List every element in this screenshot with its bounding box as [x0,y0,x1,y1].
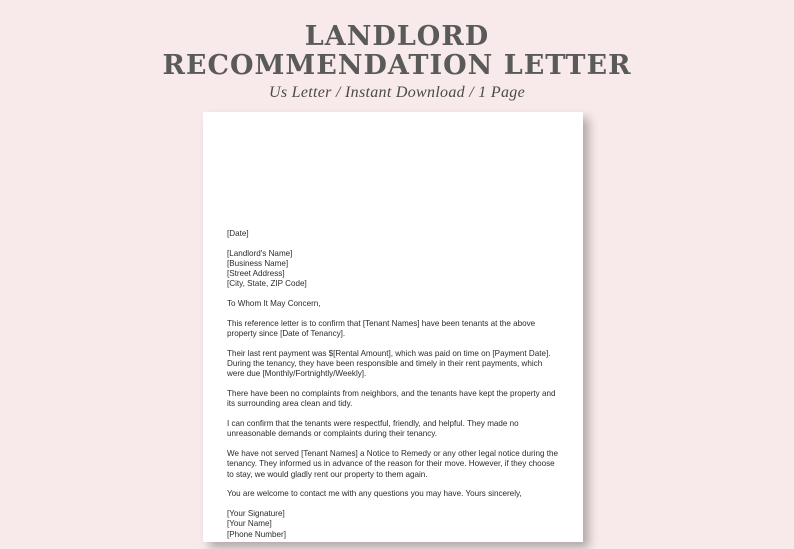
recipient-street: [Street Address] [227,269,285,279]
title-line-2: RECOMMENDATION LETTER [162,50,632,81]
header [0,22,794,102]
signature-phone: [Phone Number] [227,529,286,539]
recipient-business: [Business Name] [227,259,289,268]
salutation: To Whom It May Concern, [227,299,321,309]
letter-body [227,229,559,549]
signature-block [227,509,559,540]
signature-name: [Your Name] [227,519,272,529]
paragraph-conduct: I can confirm that the tenants were respectful, friendly, and helpful. They made no unreasonable demands or complaints during their tenancy. [227,419,519,439]
letter-page [203,112,583,542]
title-line-1: LANDLORD [304,21,490,52]
recipient-city: [City, State, ZIP Code] [227,279,307,289]
paragraph-rent: Their last rent payment was $[Rental Amount], which was paid on time on [Payment Date]. During the tenancy, they have been responsible and timely in their rent payments, which were due [Monthly/Fortnightly/Weekly]. [227,349,551,379]
paragraph-neighbors: There have been no complaints from neighbors, and the tenants have kept the property and its surrounding area clean and tidy. [227,389,556,409]
recipient-name: [Landlord's Name] [227,248,293,258]
signature-line: [Your Signature] [227,509,285,519]
letter-date: [Date] [227,229,249,238]
subtitle: Us Letter / Instant Download / 1 Page [269,84,525,101]
paragraph-closing: You are welcome to contact me with any questions you may have. Yours sincerely, [227,489,522,499]
paragraph-notice: We have not served [Tenant Names] a Notice to Remedy or any other legal notice during the tenancy. They informed us in advance of the reason for their move. However, if they choose to stay, we would gladly rent our property to them again. [227,449,558,479]
recipient-block [227,249,559,290]
paragraph-tenancy: This reference letter is to confirm that [Tenant Names] have been tenants at the above property since [Date of Tenancy]. [227,319,536,339]
